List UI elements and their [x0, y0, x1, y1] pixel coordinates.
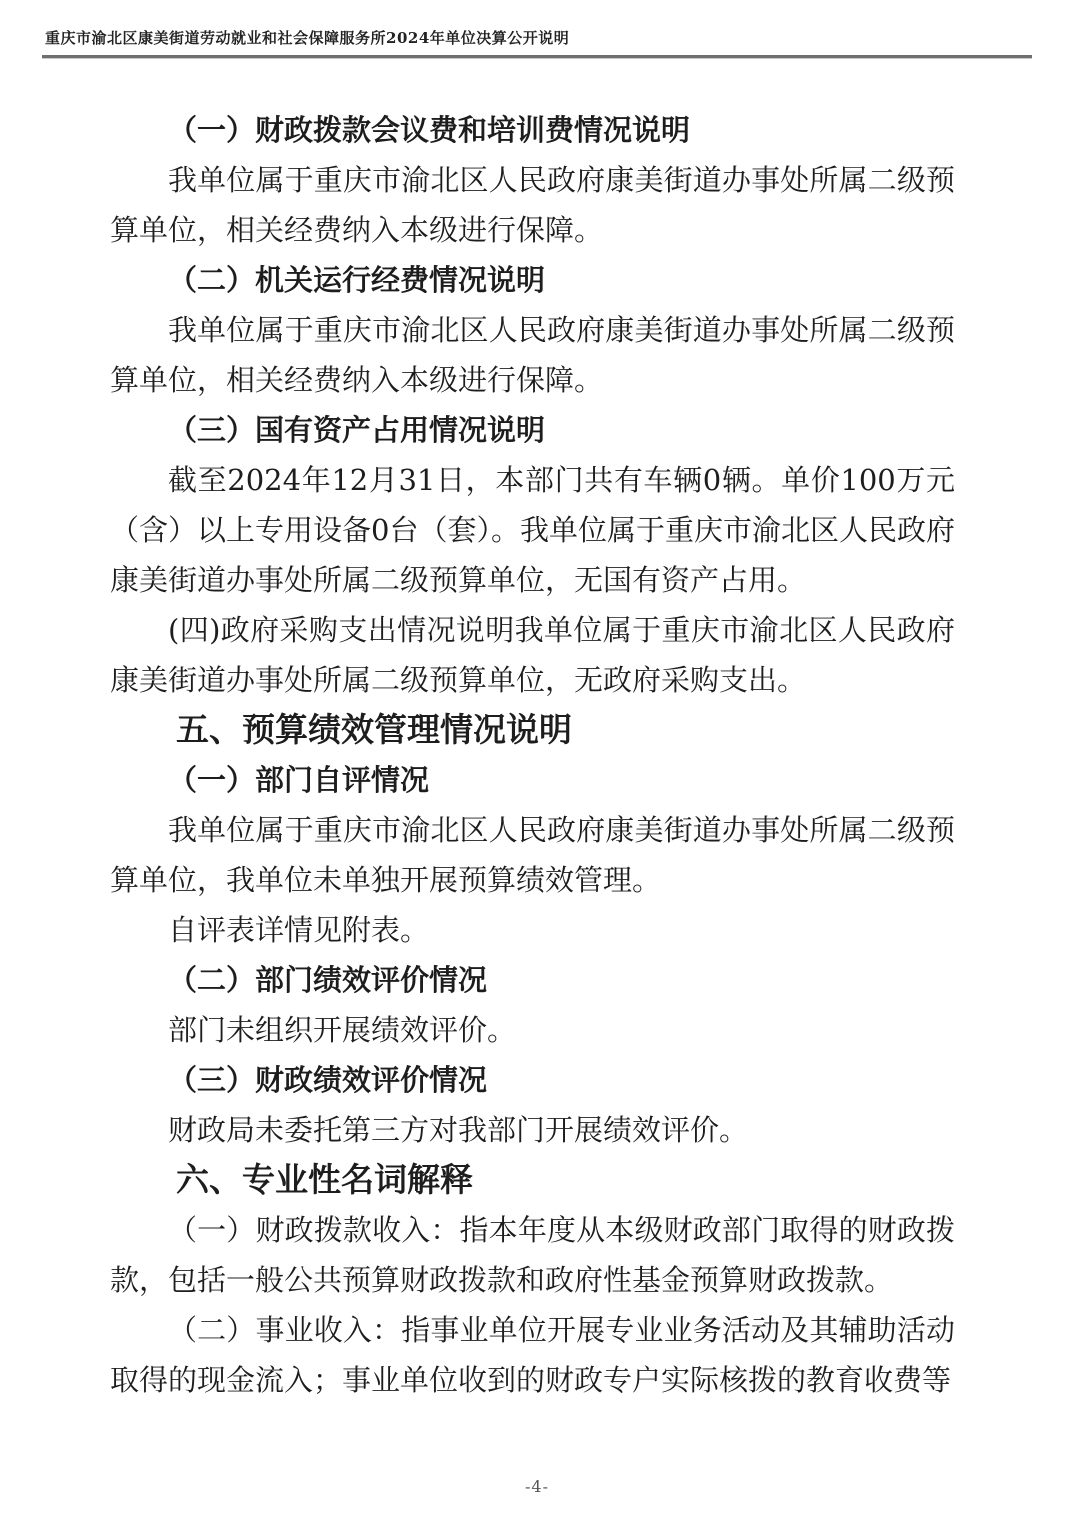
section-heading: （三）国有资产占用情况说明: [168, 413, 546, 447]
section-heading: （三）财政绩效评价情况: [168, 1063, 488, 1097]
paragraph: （一）财政拨款收入：指本年度从本级财政部门取得的财政拨款，包括一般公共预算财政拨款和政府性基金预算财政拨款。: [110, 1213, 955, 1297]
document-header-title: 重庆市渝北区康美街道劳动就业和社会保障服务所2024年单位决算公开说明: [45, 29, 570, 47]
header-divider: [42, 55, 1032, 59]
paragraph: （二）事业收入：指事业单位开展专业业务活动及其辅助活动取得的现金流入；事业单位收到的财政专户实际核拨的教育收费等: [110, 1313, 955, 1397]
section-heading: （二）部门绩效评价情况: [168, 963, 488, 997]
paragraph: 我单位属于重庆市渝北区人民政府康美街道办事处所属二级预算单位，我单位未单独开展预算绩效管理。: [110, 813, 955, 897]
paragraph: 部门未组织开展绩效评价。: [168, 1013, 517, 1047]
chapter-heading: 六、专业性名词解释: [176, 1160, 473, 1199]
paragraph: (四)政府采购支出情况说明我单位属于重庆市渝北区人民政府康美街道办事处所属二级预算单位，无政府采购支出。: [110, 613, 955, 697]
section-heading: （二）机关运行经费情况说明: [168, 263, 546, 297]
paragraph: 我单位属于重庆市渝北区人民政府康美街道办事处所属二级预算单位，相关经费纳入本级进行保障。: [110, 313, 955, 397]
paragraph: 自评表详情见附表。: [168, 913, 430, 947]
chapter-heading: 五、预算绩效管理情况说明: [176, 710, 572, 749]
paragraph: 截至2024年12月31日，本部门共有车辆0辆。单价100万元（含）以上专用设备0台（套）。我单位属于重庆市渝北区人民政府康美街道办事处所属二级预算单位，无国有资产占用。: [110, 463, 955, 597]
paragraph: 财政局未委托第三方对我部门开展绩效评价。: [168, 1113, 749, 1147]
document-body: [110, 105, 955, 1405]
section-heading: （一）财政拨款会议费和培训费情况说明: [168, 113, 691, 147]
section-heading: （一）部门自评情况: [168, 763, 430, 797]
page-number: -4-: [525, 1477, 549, 1496]
paragraph: 我单位属于重庆市渝北区人民政府康美街道办事处所属二级预算单位，相关经费纳入本级进行保障。: [110, 163, 955, 247]
